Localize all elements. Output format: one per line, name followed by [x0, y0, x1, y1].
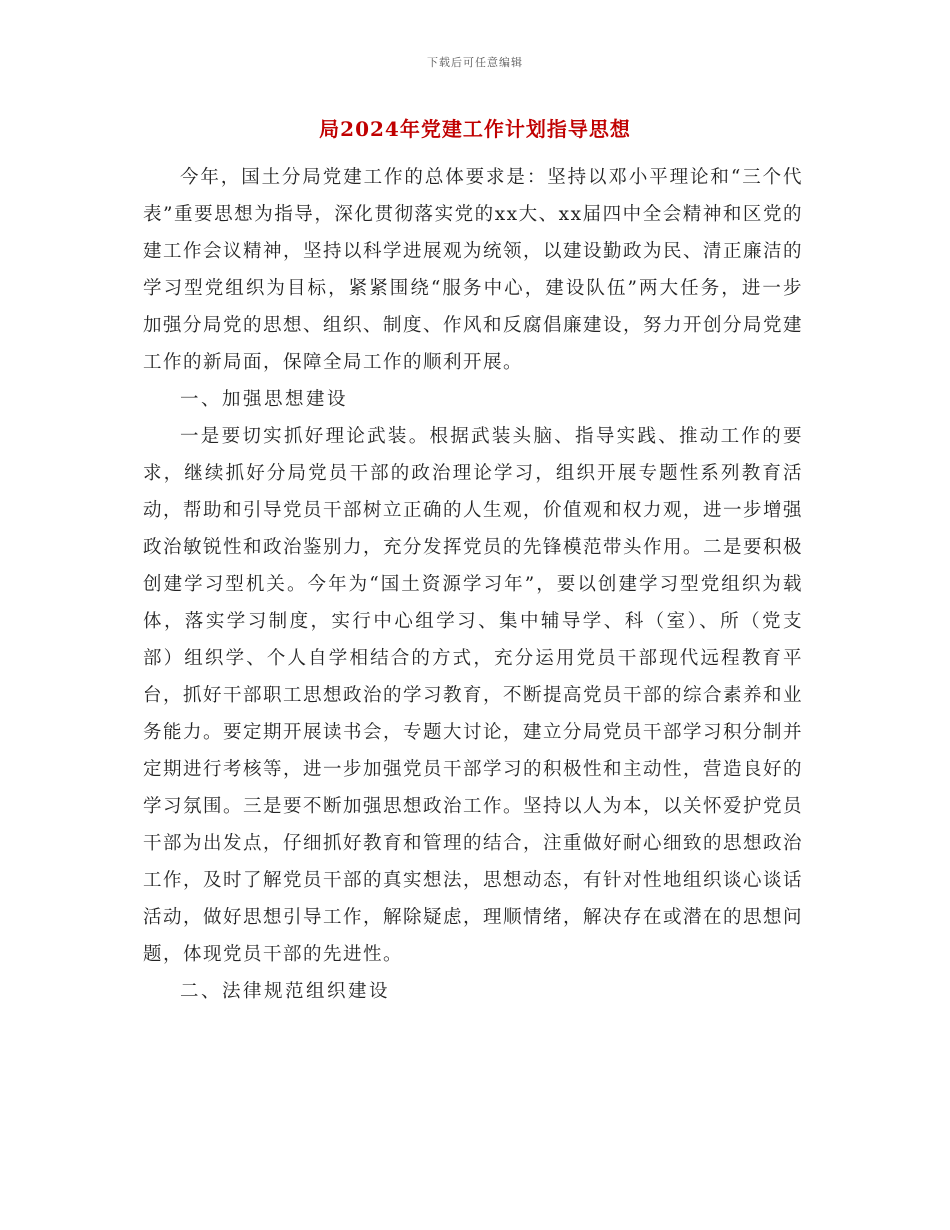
section-1-paragraph: 一是要切实抓好理论武装。根据武装头脑、指导实践、推动工作的要求，继续抓好分局党员干部的政治理论学习，组织开展专题性系列教育活动，帮助和引导党员干部树立正确的人生观，价值观和权力观，进一步增强政治敏锐性和政治鉴别力，充分发挥党员的先锋模范带头作用。二是要积极创建学习型机关。今年为“国土资源学习年”，要以创建学习型党组织为载体，落实学习制度，实行中心组学习、集中辅导学、科（室）、所（党支部）组织学、个人自学相结合的方式，充分运用党员干部现代远程教育平台，抓好干部职工思想政治的学习教育，不断提高党员干部的综合素养和业务能力。要定期开展读书会，专题大讨论，建立分局党员干部学习积分制并定期进行考核等，进一步加强党员干部学习的积极性和主动性，营造良好的学习氛围。三是要不断加强思想政治工作。坚持以人为本，以关怀爱护党员干部为出发点，仔细抓好教育和管理的结合，注重做好耐心细致的思想政治工作，及时了解党员干部的真实想法，思想动态，有针对性地组织谈心谈话活动，做好思想引导工作，解除疑虑，理顺情绪，解决存在或潜在的思想问题，体现党员干部的先进性。: [143, 426, 804, 965]
document-title: 局2024年党建工作计划指导思想: [319, 117, 631, 141]
section-heading-2: 二、法律规范组织建设: [180, 981, 391, 1002]
page-header-note: 下载后可任意编辑: [427, 56, 523, 69]
document-body: [143, 159, 803, 1010]
intro-paragraph: 今年，国土分局党建工作的总体要求是：坚持以邓小平理论和“三个代表”重要思想为指导，深化贯彻落实党的xx大、xx届四中全会精神和区党的建工作会议精神，坚持以科学进展观为统领，以建设勤政为民、清正廉洁的学习型党组织为目标，紧紧围绕“服务中心，建设队伍”两大任务，进一步加强分局党的思想、组织、制度、作风和反腐倡廉建设，努力开创分局党建工作的新局面，保障全局工作的顺利开展。: [143, 167, 804, 373]
section-heading-1: 一、加强思想建设: [180, 389, 349, 410]
